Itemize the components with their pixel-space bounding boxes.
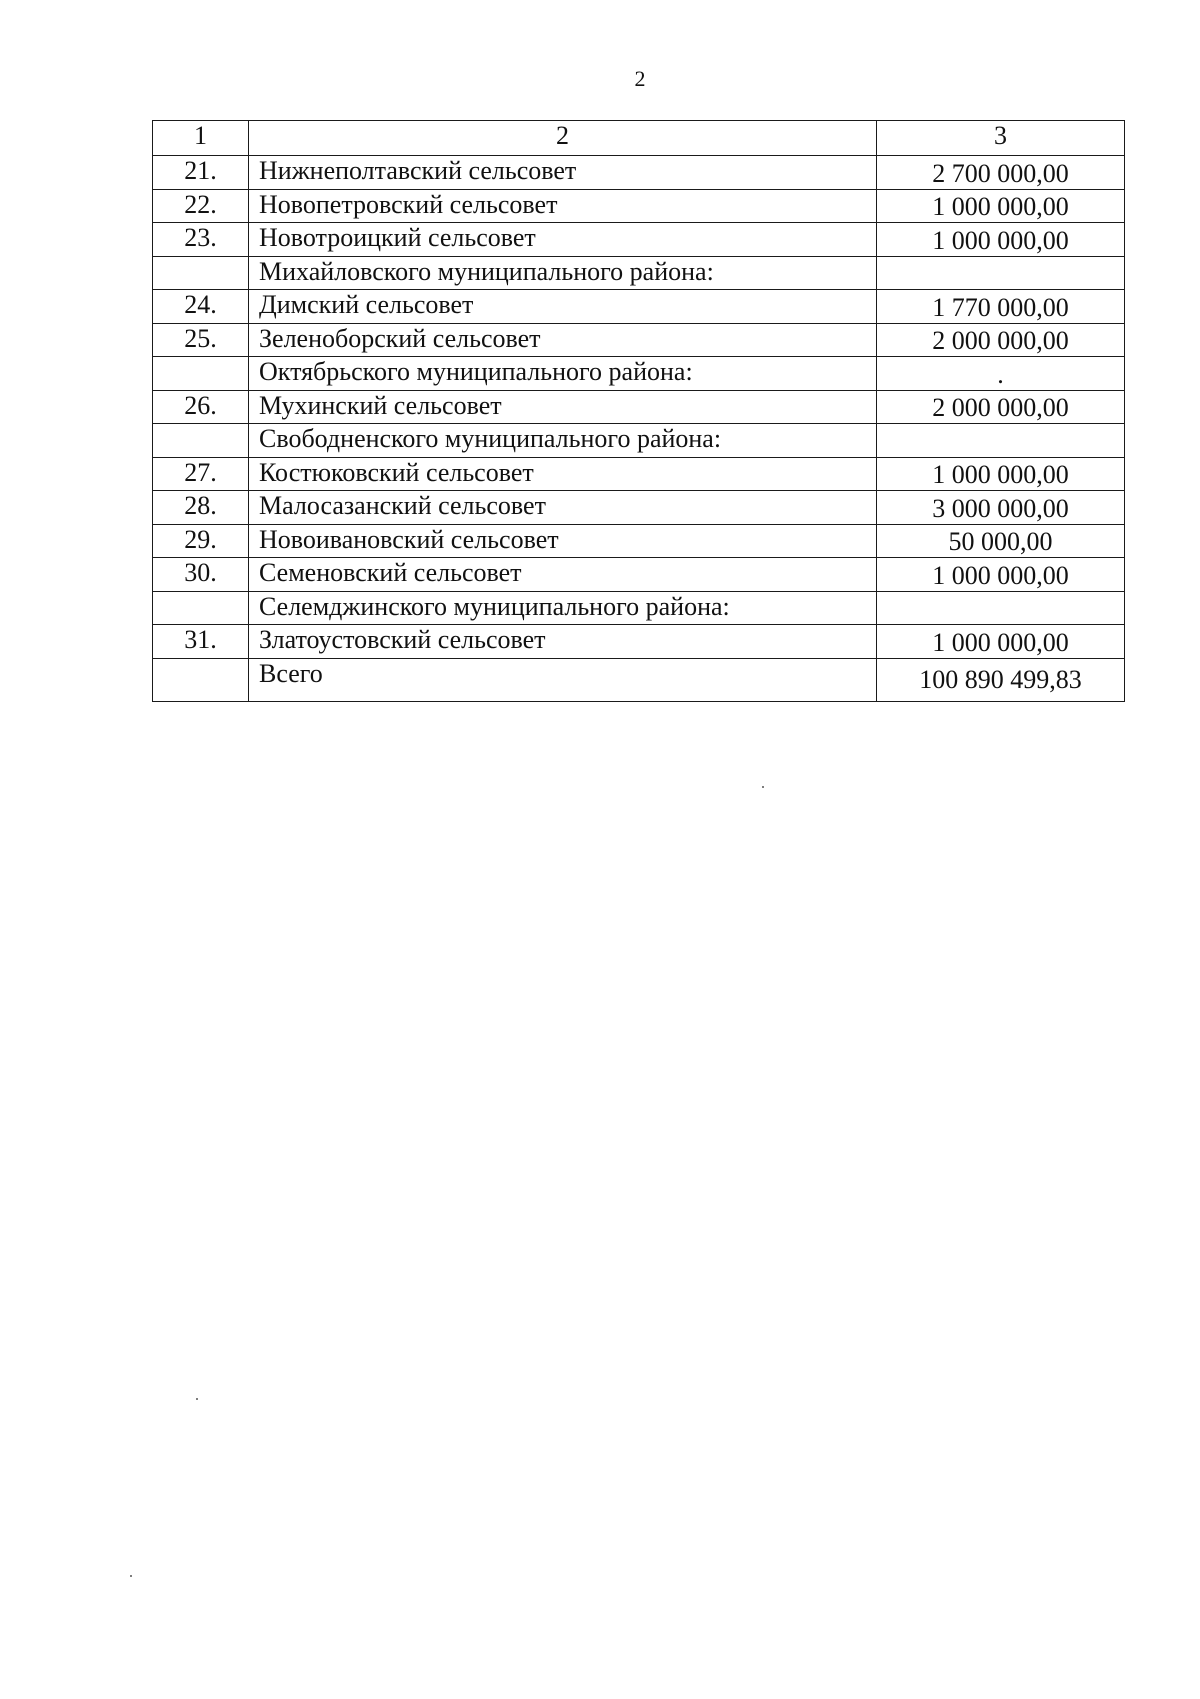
row-name: Новопетровский сельсовет <box>249 189 877 223</box>
district-heading-row <box>153 256 1125 290</box>
row-number: 23. <box>153 223 249 257</box>
row-name: Костюковский сельсовет <box>249 457 877 491</box>
row-amount <box>877 256 1125 290</box>
row-amount: 3 000 000,00 <box>877 491 1125 525</box>
total-number <box>153 658 249 701</box>
allocation-table <box>152 120 1125 702</box>
row-number: 24. <box>153 290 249 324</box>
table-header-row <box>153 121 1125 156</box>
row-amount <box>877 424 1125 458</box>
row-name: Нижнеполтавский сельсовет <box>249 156 877 190</box>
scan-speck <box>762 786 764 788</box>
total-label: Всего <box>249 658 877 701</box>
page-number: 2 <box>634 66 646 91</box>
row-name: Димский сельсовет <box>249 290 877 324</box>
column-header-amount: 3 <box>877 121 1125 156</box>
district-heading: Селемджинского муниципального района: <box>249 591 877 625</box>
row-name: Семеновский сельсовет <box>249 558 877 592</box>
row-number: 26. <box>153 390 249 424</box>
scan-speck <box>196 1398 198 1400</box>
table-row <box>153 457 1125 491</box>
table-row <box>153 290 1125 324</box>
table-row <box>153 524 1125 558</box>
table-row <box>153 189 1125 223</box>
row-number: 31. <box>153 625 249 659</box>
row-number: 28. <box>153 491 249 525</box>
row-amount: 1 000 000,00 <box>877 223 1125 257</box>
row-number: 27. <box>153 457 249 491</box>
row-number: 30. <box>153 558 249 592</box>
row-amount: . <box>877 357 1125 391</box>
district-heading-row <box>153 357 1125 391</box>
row-name: Зеленоборский сельсовет <box>249 323 877 357</box>
row-name: Новоивановский сельсовет <box>249 524 877 558</box>
table-row <box>153 558 1125 592</box>
row-name: Малосазанский сельсовет <box>249 491 877 525</box>
total-row <box>153 658 1125 701</box>
row-number: 25. <box>153 323 249 357</box>
row-amount: 2 000 000,00 <box>877 323 1125 357</box>
district-heading: Свободненского муниципального района: <box>249 424 877 458</box>
row-number <box>153 256 249 290</box>
row-amount: 50 000,00 <box>877 524 1125 558</box>
row-amount: 1 000 000,00 <box>877 625 1125 659</box>
row-amount <box>877 591 1125 625</box>
total-amount: 100 890 499,83 <box>877 658 1125 701</box>
row-name: Новотроицкий сельсовет <box>249 223 877 257</box>
row-amount: 2 700 000,00 <box>877 156 1125 190</box>
row-number <box>153 591 249 625</box>
row-number: 21. <box>153 156 249 190</box>
row-name: Мухинский сельсовет <box>249 390 877 424</box>
row-amount: 1 000 000,00 <box>877 558 1125 592</box>
district-heading: Октябрьского муниципального района: <box>249 357 877 391</box>
district-heading: Михайловского муниципального района: <box>249 256 877 290</box>
district-heading-row <box>153 591 1125 625</box>
row-number <box>153 357 249 391</box>
row-amount: 1 770 000,00 <box>877 290 1125 324</box>
row-amount: 2 000 000,00 <box>877 390 1125 424</box>
column-header-name: 2 <box>249 121 877 156</box>
scan-speck <box>130 1575 132 1577</box>
column-header-number: 1 <box>153 121 249 156</box>
table-row <box>153 491 1125 525</box>
table-row <box>153 323 1125 357</box>
row-amount: 1 000 000,00 <box>877 189 1125 223</box>
table-row <box>153 156 1125 190</box>
district-heading-row <box>153 424 1125 458</box>
table-row <box>153 223 1125 257</box>
row-name: Златоустовский сельсовет <box>249 625 877 659</box>
row-number: 29. <box>153 524 249 558</box>
row-number: 22. <box>153 189 249 223</box>
table-row <box>153 625 1125 659</box>
row-amount: 1 000 000,00 <box>877 457 1125 491</box>
table-row <box>153 390 1125 424</box>
row-number <box>153 424 249 458</box>
